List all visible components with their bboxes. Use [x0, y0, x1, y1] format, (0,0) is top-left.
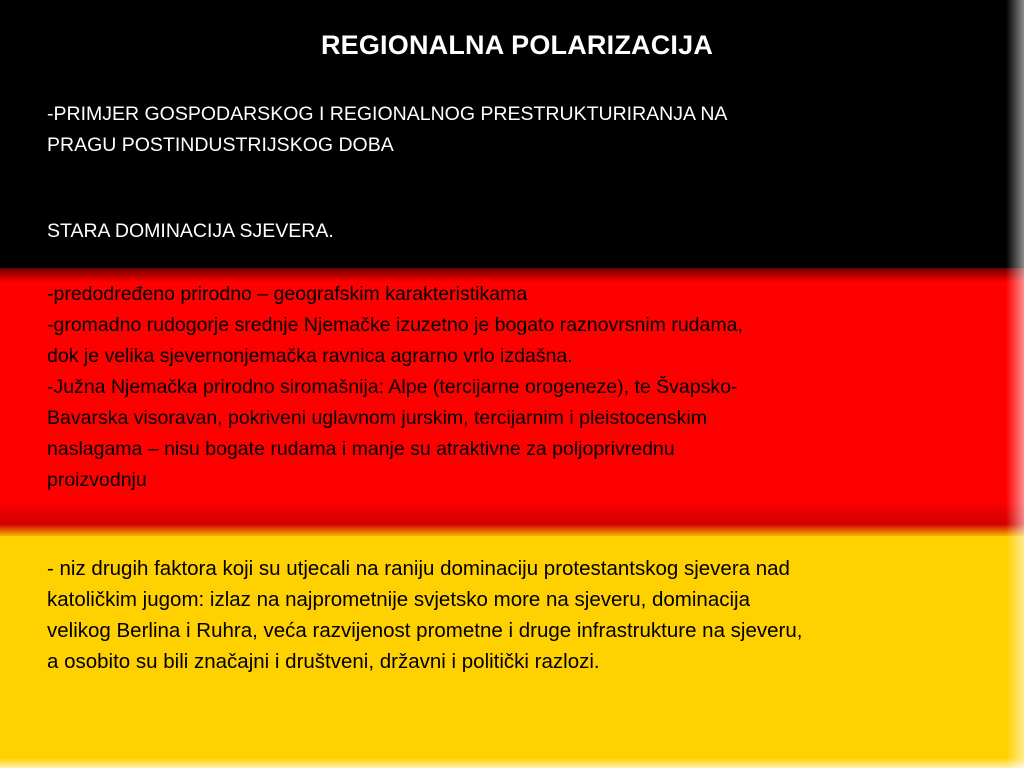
slide-title: REGIONALNA POLARIZACIJA [320, 30, 714, 60]
text-line: -gromadno rudogorje srednje Njemačke izuzetno je bogato raznovrsnim rudama, [47, 314, 743, 336]
text-line: proizvodnju [47, 469, 147, 491]
bottom-edge-shade [0, 758, 1024, 768]
text-line: - niz drugih faktora koji su utjecali na raniju dominaciju protestantskog sjevera nad [47, 557, 790, 580]
section-heading-text: STARA DOMINACIJA SJEVERA. [47, 220, 334, 242]
text-line: a osobito su bili značajni i društveni, državni i politički razlozi. [47, 650, 600, 673]
text-line: velikog Berlina i Ruhra, veća razvijenost prometne i druge infrastrukture na sjeveru, [47, 619, 803, 642]
text-line: naslagama – nisu bogate rudama i manje su atraktivne za poljoprivrednu [47, 438, 675, 460]
right-edge-shade [1006, 0, 1024, 768]
natural-factors-text [47, 279, 977, 496]
text-line: -predodređeno prirodno – geografskim karakteristikama [47, 283, 528, 305]
text-line: katoličkim jugom: izlaz na najprometnije svjetsko more na sjeveru, dominacija [47, 588, 750, 611]
other-factors-text [47, 553, 997, 677]
section-heading [47, 216, 947, 247]
text-line: -Južna Njemačka prirodno siromašnija: Alpe (tercijarne orogeneze), te Švapsko- [47, 376, 738, 398]
text-line: dok je velika sjevernonjemačka ravnica agrarno vrlo izdašna. [47, 345, 573, 367]
subtitle [47, 99, 977, 161]
text-line: Bavarska visoravan, pokriveni uglavnom jurskim, tercijarnim i pleistocenskim [47, 407, 707, 429]
subtitle-line: PRAGU POSTINDUSTRIJSKOG DOBA [47, 134, 394, 156]
subtitle-line: -PRIMJER GOSPODARSKOG I REGIONALNOG PRESTRUKTURIRANJA NA [47, 103, 728, 125]
